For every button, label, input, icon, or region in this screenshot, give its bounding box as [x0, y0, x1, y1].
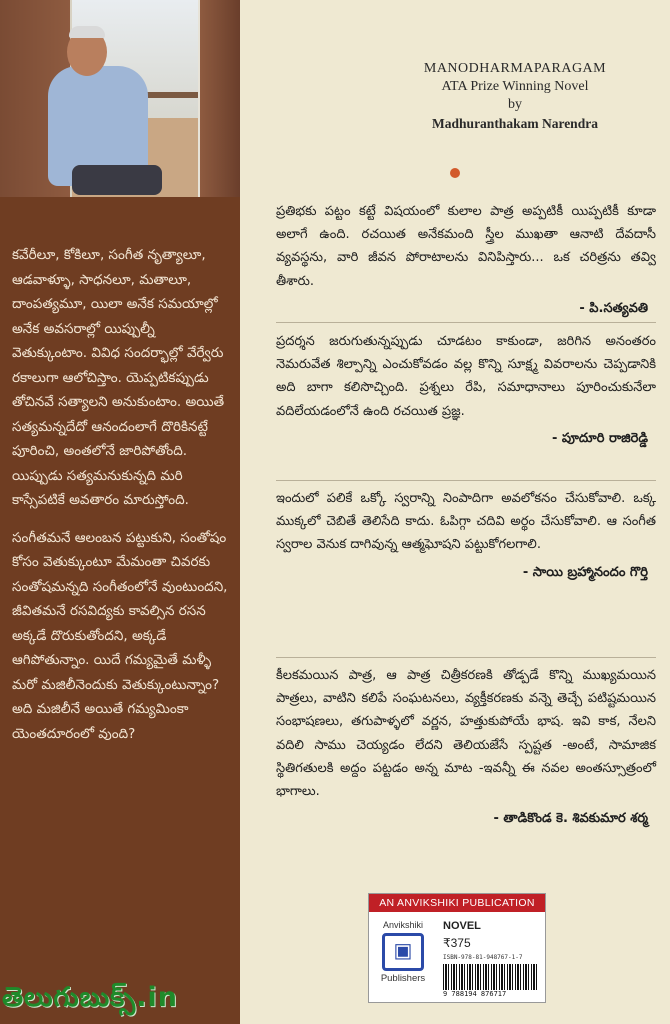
review-author: - పి.సత్యవతి — [579, 300, 648, 316]
author-name: Madhuranthakam Narendra — [432, 116, 598, 131]
logo-name: Anvikshiki — [382, 920, 423, 930]
back-cover-right — [240, 0, 670, 1024]
site-watermark: తెలుగుబుక్స్.in — [2, 982, 178, 1013]
review-author: - పూదూరి రాజిరెడ్డి — [551, 430, 648, 446]
title-block — [400, 60, 630, 134]
divider — [276, 322, 656, 323]
review-quote — [276, 664, 656, 830]
publisher-box — [368, 893, 546, 1003]
book-title: MANODHARMAPARAGAM — [423, 61, 607, 76]
review-author: - తాడికొండ కె. శివకుమార శర్మ — [493, 811, 648, 827]
logo-subtitle: Publishers — [380, 973, 426, 984]
synopsis-text — [12, 243, 234, 759]
publisher-banner: AN ANVIKSHIKI PUBLICATION — [369, 894, 545, 912]
synopsis-paragraph-2: సంగీతమనే ఆలంబన పట్టుకుని, సంతోషం కోసం వెతుక్కుంటూ మేమంతా చివరకు సంతోషమన్నది సంగీతంలోనే వుంటుందని, జీవితమనే రసవిద్యకు కావల్సిన రసన అక్కడే దొరుకుతోందని, అక్కడే ఆగిపోతున్నాం. యిదే గమ్యమైతే మళ్ళీ మరో మజిలీనెందుకు వెతుక్కుంటున్నాం? అది మజిలీనే అయితే గమ్యమింకా యెంతదూరంలో వుంది? — [12, 529, 228, 742]
category-label: NOVEL — [443, 920, 481, 932]
price-label: ₹375 — [443, 936, 471, 950]
divider — [276, 480, 656, 481]
review-author: - సాయి బ్రహ్మానందం గొర్తి — [522, 564, 648, 580]
by-label: by — [508, 97, 522, 112]
left-panel — [0, 0, 240, 1024]
review-text: ప్రదర్శన జరుగుతున్నప్పుడు చూడటం కాకుండా, జరిగిన అనంతరం నెమరువేత శిల్పాన్ని ఎంచుకోవడం వల్ల కొన్ని సూక్ష్మ వివరాలను చెప్పడానికి అది బాగా కలిసొచ్చింది. ప్రశ్నలు రేపి, సమాధానాలు పూరించుకునేలా వదిలేయడంలోనే ఉంది రచయిత ప్రజ్ఞ. — [276, 334, 656, 419]
review-text: కీలకమయిన పాత్ర, ఆ పాత్ర చిత్రీకరణకి తోడ్పడే కొన్ని ముఖ్యమయిన పాత్రలు, వాటిని కలిపే సంఘటనలు, వ్యక్తీకరణకు వన్నె తెచ్చే పటిష్టమయిన సంభాషణలు, తగుపాళ్ళలో వర్ణన, హత్తుకుపోయే భాష. ఇవి కాక, నేలని వదిలి సాము చెయ్యడం లేదని తెలియజేసే స్పష్టత -అంటే, సామాజిక స్థితిగతులకి అద్దం పట్టడం అన్న మాట -ఇవన్నీ ఈ నవల అంతస్సూత్రంలో భాగాలు. — [276, 668, 656, 800]
review-quote — [276, 330, 656, 450]
book-logo-icon: ▣ — [382, 933, 424, 971]
synopsis-paragraph-1: కవేరీలూ, కోకిలూ, సంగీత నృత్యాలూ, ఆడవాళ్ళూ, సాధనలూ, మతాలూ, దాంపత్యమూ, యిలా అనేక సమయాల్లో అనేక అవసరాల్లో యిప్పుల్నీ వెతుక్కుంటాం. వివిధ సందర్భాల్లో వేర్వేరు రకాలుగా ఆలోచిస్తాం. యెప్పటికప్పుడు తోచినవే సత్యాలని అనుకుంటాం. అయితే సత్యమన్నదేదో ఆనందంలాగే దొరికినట్టే పూరించి, అంతలోనే జారిపోతోంది. యిప్పుడు సత్యమనుకున్నది మరి కాస్సేపటికే అవతారం మారుస్తోంది. — [12, 247, 225, 508]
review-text: ప్రతిభకు పట్టం కట్టే విషయంలో కులాల పాత్ర అప్పటికీ యిప్పటికీ కూడా అలాగే ఉంది. రచయిత అనేకమంది స్త్రీల ముఖతా ఆనాటి దేవదాసీ వ్యవస్థను, వారి జీవన పోరాటాలను వినిపిస్తారు... ఒక చరిత్రను తవ్వి తీశారు. — [276, 204, 656, 289]
isbn-label: ISBN-978-81-948767-1-7 — [443, 954, 523, 961]
prize-subtitle: ATA Prize Winning Novel — [441, 79, 589, 94]
barcode-number: 9 788194 876717 — [443, 990, 507, 998]
review-text: ఇందులో పలికే ఒక్కో స్వరాన్ని నింపాదిగా అవలోకనం చేసుకోవాలి. ఒక్క ముక్కలో చెబితే తెలిసేది కాదు. ఓపిగ్గా చదివి అర్థం చేసుకోవాలి. ఆ సంగీత స్వరాల వెనుక దాగివున్న ఆత్మఘోషని పట్టుకోగలగాలి. — [276, 491, 656, 553]
author-photo — [0, 0, 240, 197]
barcode — [443, 964, 539, 990]
publisher-logo — [377, 920, 429, 984]
review-quote — [276, 200, 656, 320]
review-quote — [276, 487, 656, 584]
decorative-dot — [450, 168, 460, 178]
divider — [276, 657, 656, 658]
